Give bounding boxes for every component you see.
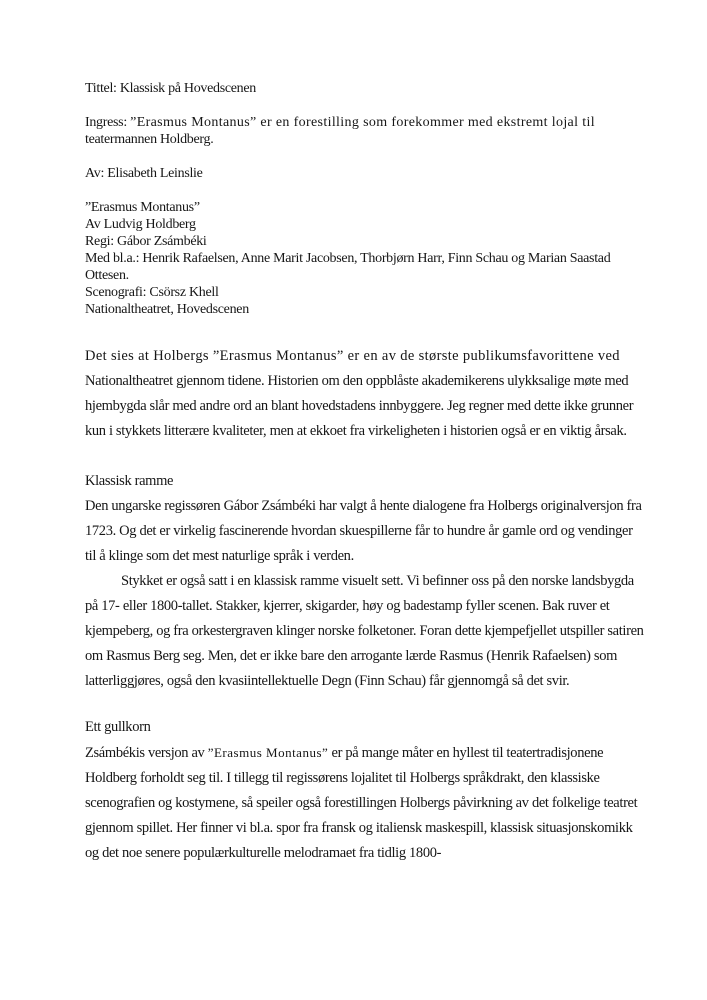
credit-line-cast: Med bl.a.: Henrik Rafaelsen, Anne Marit Jacobsen, Thorbjørn Harr, Finn Schau og Marian Saastad Ottesen. <box>85 251 611 283</box>
credits-block <box>85 199 645 318</box>
ingress-rest: teatermannen Holdberg. <box>85 132 214 147</box>
section-heading-ett-gullkorn: Ett gullkorn <box>85 719 151 735</box>
section1-paragraph-1: Den ungarske regissøren Gábor Zsámbéki har valgt å hente dialogene fra Holbergs originalversjon fra 1723. Og det er virkelig fascinerende hvordan skuespillerne får to hundre år gamle ord og vendinger til å klinge som det mest naturlige språk i verden. <box>85 498 642 564</box>
byline: Av: Elisabeth Leinslie <box>85 166 203 181</box>
section-heading-klassisk-ramme: Klassisk ramme <box>85 473 174 489</box>
lead-rest: Nationaltheatret gjennom tidene. Historien om den oppblåste akademikerens ulykksalige møte med hjembygda slår med andre ord an blant hovedstadens innbyggere. Jeg regner med dette ikke grunner kun i stykkets litterære kvaliteter, men at ekkoet fra virkeligheten i historien også er en viktig årsak. <box>85 373 634 439</box>
credit-line-director: Regi: Gábor Zsámbéki <box>85 234 207 249</box>
ingress-line <box>85 114 645 148</box>
credit-work-title: ”Erasmus Montanus” <box>85 200 200 215</box>
ingress-quoted-run: ”Erasmus Montanus” er en forestilling som forekommer med ekstremt lojal til <box>130 115 595 130</box>
title-text: Tittel: Klassisk på Hovedscenen <box>85 81 256 96</box>
ingress-label: Ingress: <box>85 115 131 130</box>
section2-before-quote: Zsámbékis versjon av <box>85 745 208 761</box>
section2-quote: ”Erasmus Montanus” <box>207 745 329 760</box>
credit-line-venue: Nationaltheatret, Hovedscenen <box>85 302 249 317</box>
lead-times-run: Det sies at Holbergs ”Erasmus Montanus” er en av de største publikumsfavorittene ved <box>85 348 620 364</box>
lead-paragraph <box>85 344 645 444</box>
section1-paragraph-2: Stykket er også satt i en klassisk ramme visuelt sett. Vi befinner oss på den norske landsbygda på 17- eller 1800-tallet. Stakker, kjerrer, skigarder, høy og badestamp fyller scenen. Bak ruver et kjempeberg, og fra orkestergraven klinger norske folketoner. Foran dette kjempefjellet utspiller satiren om Rasmus Berg seg. Men, det er ikke bare den arrogante lærde Rasmus (Henrik Rafaelsen) som latterliggjøres, også den kvasiintellektuelle Degn (Finn Schau) får gjennomgå så det svir. <box>85 573 644 689</box>
title-line <box>85 80 645 97</box>
section2-paragraph <box>85 740 645 866</box>
credit-line-scenography: Scenografi: Csörsz Khell <box>85 285 219 300</box>
section2-after-quote: er på mange måter en hyllest til teatertradisjonene Holdberg forholdt seg til. I tillegg til regissørens lojalitet til Holbergs språkdrakt, den klassiske scenografien og kostymene, så speiler også forestillingen Holbergs påvirkning av det folkelige teatret gjennom spillet. Her finner vi bl.a. spor fra fransk og italiensk maskespill, klassisk situasjonskomikk og det noe senere populærkulturelle melodramaet fra tidlig 1800- <box>85 745 638 861</box>
credit-line-author: Av Ludvig Holdberg <box>85 217 196 232</box>
